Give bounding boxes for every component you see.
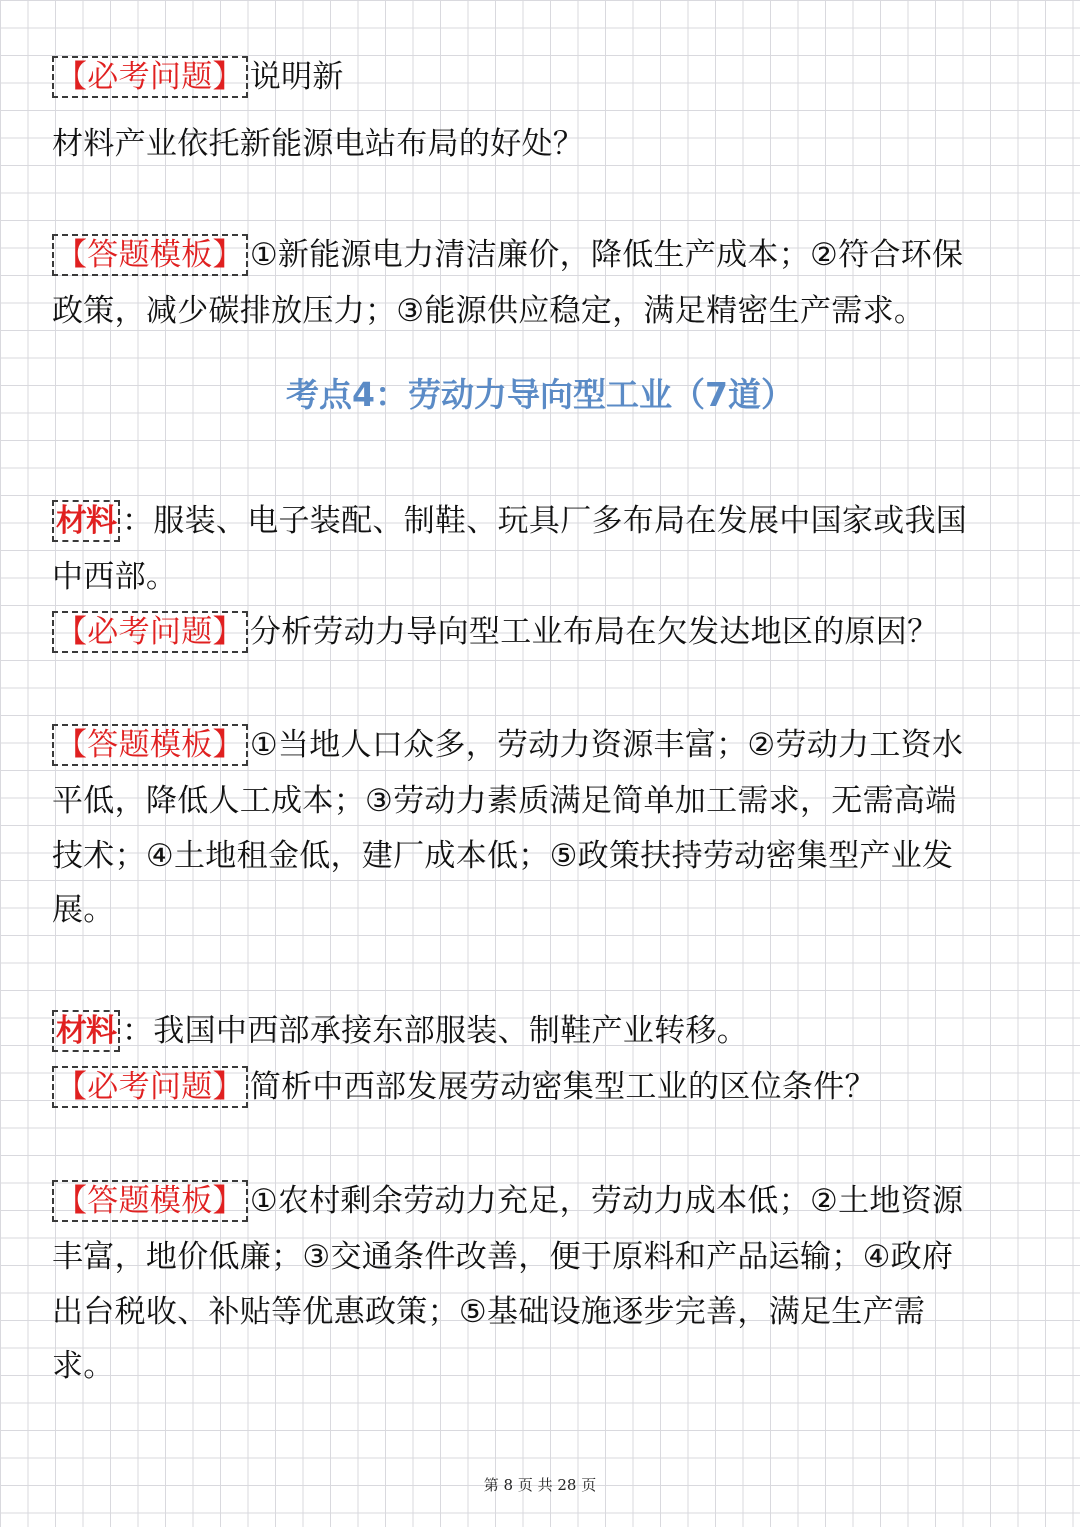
- question-tag: 【必考问题】: [52, 56, 248, 98]
- answer-text-continued: 政策，减少碳排放压力；③能源供应稳定，满足精密生产需求。: [52, 293, 926, 329]
- material-text-continued: 中西部。: [52, 559, 178, 595]
- answer-text: ①新能源电力清洁廉价，降低生产成本；②符合环保: [249, 237, 964, 273]
- material-tag: 材料: [52, 500, 120, 542]
- answer-text: ①当地人口众多，劳动力资源丰富；②劳动力工资水: [249, 727, 964, 763]
- page-number: 第 8 页 共 28 页: [483, 1476, 597, 1494]
- answer-text-continued: 出台税收、补贴等优惠政策；⑤基础设施逐步完善，满足生产需: [52, 1294, 926, 1330]
- question-text-continued: 材料产业依托新能源电站布局的好处？: [52, 126, 585, 162]
- question-tag: 【必考问题】: [52, 611, 248, 653]
- material-text: ：我国中西部承接东部服装、制鞋产业转移。: [122, 1013, 748, 1049]
- material-line: [52, 500, 967, 542]
- question-line: [52, 1066, 876, 1108]
- answer-text-continued: 平低，降低人工成本；③劳动力素质满足简单加工需求，无需高端: [52, 783, 957, 819]
- section-heading: 考点4：劳动力导向型工业（7道）: [286, 375, 794, 414]
- answer-line: [52, 234, 963, 276]
- material-line: [52, 1010, 748, 1052]
- question-tag: 【必考问题】: [52, 1066, 248, 1108]
- answer-text-continued: 丰富，地价低廉；③交通条件改善，便于原料和产品运输；④政府: [52, 1239, 954, 1275]
- material-text: ：服装、电子装配、制鞋、玩具厂多布局在发展中国家或我国: [122, 503, 968, 539]
- question-line: [52, 56, 344, 98]
- material-tag: 材料: [52, 1010, 120, 1052]
- answer-text-continued: 展。: [52, 892, 115, 928]
- answer-line: [52, 1180, 963, 1222]
- answer-tag: 【答题模板】: [52, 234, 248, 276]
- answer-text-continued: 技术；④土地租金低，建厂成本低；⑤政策扶持劳动密集型产业发: [52, 838, 954, 874]
- answer-tag: 【答题模板】: [52, 1180, 248, 1222]
- question-text: 简析中西部发展劳动密集型工业的区位条件？: [249, 1069, 876, 1105]
- question-text: 分析劳动力导向型工业布局在欠发达地区的原因？: [249, 614, 939, 650]
- question-text: 说明新: [249, 59, 344, 95]
- question-line: [52, 611, 938, 653]
- answer-text: ①农村剩余劳动力充足，劳动力成本低；②土地资源: [249, 1183, 964, 1219]
- answer-tag: 【答题模板】: [52, 724, 248, 766]
- answer-line: [52, 724, 963, 766]
- answer-text-continued: 求。: [52, 1348, 115, 1384]
